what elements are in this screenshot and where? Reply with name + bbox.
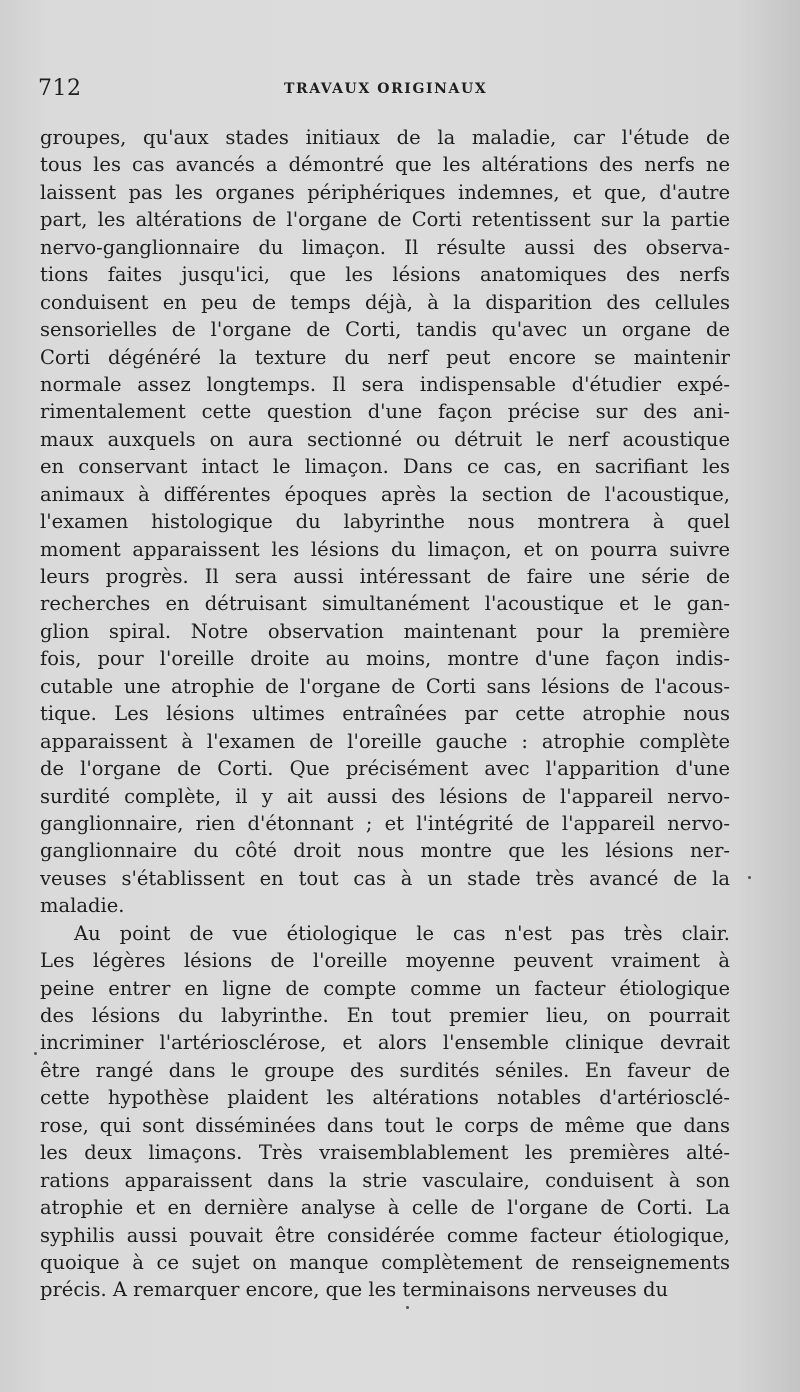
body-text [40,124,730,1304]
text-line: part, les altérations de l'organe de Corti retentissent sur la partie [40,208,730,232]
print-speck [406,1306,409,1309]
text-line: cette hypothèse plaident les altérations notables d'artériosclé- [40,1086,730,1110]
text-line: ganglionnaire, rien d'étonnant ; et l'intégrité de l'appareil nervo- [40,811,730,835]
paragraph [40,124,730,920]
print-speck [748,876,751,879]
page-header [38,76,730,106]
text-line: être rangé dans le groupe des surdités séniles. En faveur de [40,1058,730,1082]
text-line: incriminer l'artériosclérose, et alors l'ensemble clinique devrait [40,1031,730,1055]
text-line: moment apparaissent les lésions du limaçon, et on pourra suivre [40,537,730,561]
text-line: sensorielles de l'organe de Corti, tandis qu'avec un organe de [40,318,730,342]
text-line: ganglionnaire du côté droit nous montre que les lésions ner- [40,839,730,863]
text-line: cutable une atrophie de l'organe de Corti sans lésions de l'acous- [40,674,730,698]
text-line: en conservant intact le limaçon. Dans ce cas, en sacrifiant les [40,455,730,479]
text-line: conduisent en peu de temps déjà, à la disparition des cellules [40,290,730,314]
text-line: peine entrer en ligne de compte comme un facteur étiologique [40,976,730,1000]
text-line: atrophie et en dernière analyse à celle de l'organe de Corti. La [40,1196,730,1220]
text-line: apparaissent à l'examen de l'oreille gauche : atrophie complète [40,729,730,753]
text-line: précis. A remarquer encore, que les terminaisons nerveuses du [40,1278,669,1302]
text-line: Corti dégénéré la texture du nerf peut encore se maintenir [40,345,730,369]
page-number: 712 [38,76,82,101]
text-line: quoique à ce sujet on manque complètement de renseignements [40,1250,730,1274]
text-line: animaux à différentes époques après la section de l'acoustique, [40,482,730,506]
text-line: recherches en détruisant simultanément l'acoustique et le gan- [40,592,730,616]
text-line: glion spiral. Notre observation maintenant pour la première [40,619,730,643]
running-head: TRAVAUX ORIGINAUX [284,81,488,97]
text-line: tions faites jusqu'ici, que les lésions anatomiques des nerfs [40,263,730,287]
text-line: rations apparaissent dans la strie vasculaire, conduisent à son [40,1168,730,1192]
text-line: syphilis aussi pouvait être considérée comme facteur étiologique, [40,1223,730,1247]
text-line: veuses s'établissent en tout cas à un stade très avancé de la [40,866,730,890]
text-line: de l'organe de Corti. Que précisément avec l'apparition d'une [40,757,730,781]
paragraph [40,920,730,1304]
text-line: tous les cas avancés a démontré que les altérations des nerfs ne [40,153,730,177]
text-line: tique. Les lésions ultimes entraînées par cette atrophie nous [40,702,730,726]
text-line: nervo-ganglionnaire du limaçon. Il résulte aussi des observa- [40,235,730,259]
text-line: Au point de vue étiologique le cas n'est pas très clair. [74,921,730,945]
text-line: maladie. [40,894,125,918]
print-speck [34,1052,37,1055]
text-line: l'examen histologique du labyrinthe nous montrera à quel [40,510,730,534]
text-line: fois, pour l'oreille droite au moins, montre d'une façon indis- [40,647,730,671]
text-line: leurs progrès. Il sera aussi intéressant de faire une série de [40,565,730,588]
text-line: maux auxquels on aura sectionné ou détruit le nerf acoustique [40,427,730,451]
text-line: rimentalement cette question d'une façon précise sur des ani- [40,400,730,424]
text-line: surdité complète, il y ait aussi des lésions de l'appareil nervo- [40,784,730,808]
text-line: les deux limaçons. Très vraisemblablement les premières alté- [40,1141,730,1165]
text-line: normale assez longtemps. Il sera indispensable d'étudier expé- [40,372,730,396]
text-line: des lésions du labyrinthe. En tout premier lieu, on pourrait [40,1004,730,1027]
text-line: rose, qui sont disséminées dans tout le corps de même que dans [40,1113,730,1137]
text-line: Les légères lésions de l'oreille moyenne peuvent vraiment à [40,949,730,973]
text-line: laissent pas les organes périphériques indemnes, et que, d'autre [40,180,730,204]
text-line: groupes, qu'aux stades initiaux de la maladie, car l'étude de [40,126,730,149]
